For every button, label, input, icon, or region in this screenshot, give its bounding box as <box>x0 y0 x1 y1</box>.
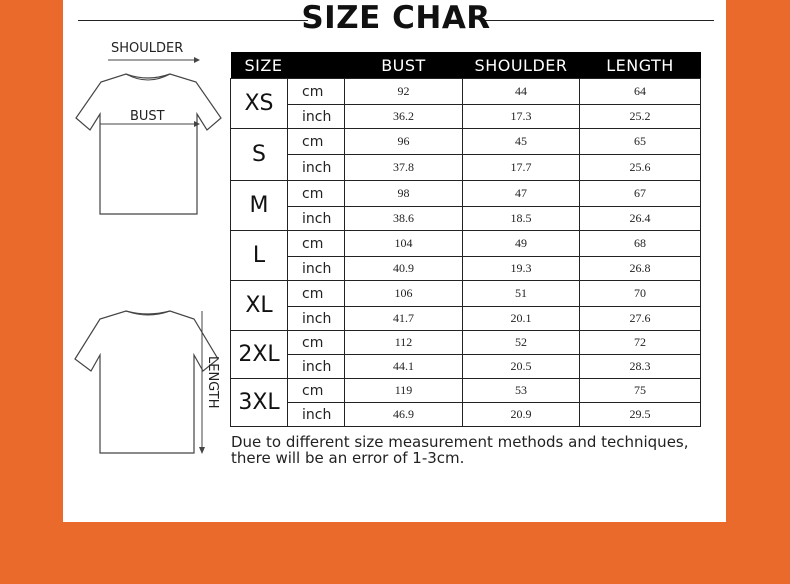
size-cell: S <box>231 129 288 181</box>
value-cell: 44.1 <box>345 355 463 379</box>
size-cell: M <box>231 181 288 231</box>
table-row <box>231 79 701 105</box>
value-cell: 25.6 <box>580 155 701 181</box>
value-cell: 18.5 <box>463 207 580 231</box>
value-cell: 45 <box>463 129 580 155</box>
size-cell: XL <box>231 281 288 331</box>
value-cell: 27.6 <box>580 307 701 331</box>
unit-cell: inch <box>288 355 345 379</box>
value-cell: 68 <box>580 231 701 257</box>
value-cell: 46.9 <box>345 403 463 427</box>
table-row <box>231 129 701 155</box>
value-cell: 20.9 <box>463 403 580 427</box>
title-row <box>78 0 714 40</box>
unit-cell: inch <box>288 105 345 129</box>
value-cell: 70 <box>580 281 701 307</box>
front-shirt-outline <box>76 74 221 214</box>
length-arrow-head <box>199 447 205 454</box>
value-cell: 20.1 <box>463 307 580 331</box>
value-cell: 75 <box>580 379 701 403</box>
value-cell: 38.6 <box>345 207 463 231</box>
value-cell: 49 <box>463 231 580 257</box>
size-cell: 2XL <box>231 331 288 379</box>
value-cell: 20.5 <box>463 355 580 379</box>
value-cell: 40.9 <box>345 257 463 281</box>
value-cell: 98 <box>345 181 463 207</box>
table-row <box>231 403 701 427</box>
unit-cell: inch <box>288 207 345 231</box>
value-cell: 17.7 <box>463 155 580 181</box>
unit-cell: cm <box>288 181 345 207</box>
unit-cell: cm <box>288 231 345 257</box>
value-cell: 112 <box>345 331 463 355</box>
value-cell: 51 <box>463 281 580 307</box>
value-cell: 36.2 <box>345 105 463 129</box>
table-row <box>231 307 701 331</box>
header-length: LENGTH <box>580 52 701 79</box>
unit-cell: cm <box>288 79 345 105</box>
unit-cell: cm <box>288 281 345 307</box>
value-cell: 17.3 <box>463 105 580 129</box>
size-cell: 3XL <box>231 379 288 427</box>
table-row <box>231 355 701 379</box>
length-label: LENGTH <box>205 356 220 409</box>
page-title: SIZE CHAR <box>301 0 491 36</box>
value-cell: 106 <box>345 281 463 307</box>
table-row <box>231 379 701 403</box>
bust-label: BUST <box>130 109 165 124</box>
value-cell: 96 <box>345 129 463 155</box>
header-size: SIZE <box>231 52 345 79</box>
value-cell: 52 <box>463 331 580 355</box>
value-cell: 104 <box>345 231 463 257</box>
value-cell: 26.8 <box>580 257 701 281</box>
value-cell: 44 <box>463 79 580 105</box>
value-cell: 47 <box>463 181 580 207</box>
unit-cell: inch <box>288 307 345 331</box>
value-cell: 119 <box>345 379 463 403</box>
value-cell: 25.2 <box>580 105 701 129</box>
unit-cell: cm <box>288 129 345 155</box>
unit-cell: inch <box>288 257 345 281</box>
value-cell: 28.3 <box>580 355 701 379</box>
measurement-note: Due to different size measurement methods and techniques, there will be an error of 1-3cm. <box>231 433 689 467</box>
back-shirt-outline <box>75 311 218 453</box>
table-row <box>231 105 701 129</box>
table-row <box>231 155 701 181</box>
value-cell: 65 <box>580 129 701 155</box>
table-row <box>231 257 701 281</box>
value-cell: 26.4 <box>580 207 701 231</box>
table-row <box>231 181 701 207</box>
table-header-row <box>231 52 701 79</box>
header-bust: BUST <box>345 52 463 79</box>
value-cell: 29.5 <box>580 403 701 427</box>
value-cell: 92 <box>345 79 463 105</box>
value-cell: 37.8 <box>345 155 463 181</box>
value-cell: 53 <box>463 379 580 403</box>
unit-cell: inch <box>288 155 345 181</box>
front-shirt-diagram <box>70 52 230 222</box>
table-row <box>231 331 701 355</box>
size-cell: L <box>231 231 288 281</box>
value-cell: 72 <box>580 331 701 355</box>
value-cell: 67 <box>580 181 701 207</box>
header-shoulder: SHOULDER <box>463 52 580 79</box>
unit-cell: cm <box>288 379 345 403</box>
unit-cell: inch <box>288 403 345 427</box>
shoulder-label: SHOULDER <box>111 41 184 56</box>
value-cell: 64 <box>580 79 701 105</box>
table-row <box>231 231 701 257</box>
table-row <box>231 207 701 231</box>
value-cell: 19.3 <box>463 257 580 281</box>
shoulder-arrow-head <box>194 57 200 63</box>
size-cell: XS <box>231 79 288 129</box>
table-row <box>231 281 701 307</box>
size-table <box>230 52 701 427</box>
unit-cell: cm <box>288 331 345 355</box>
value-cell: 41.7 <box>345 307 463 331</box>
